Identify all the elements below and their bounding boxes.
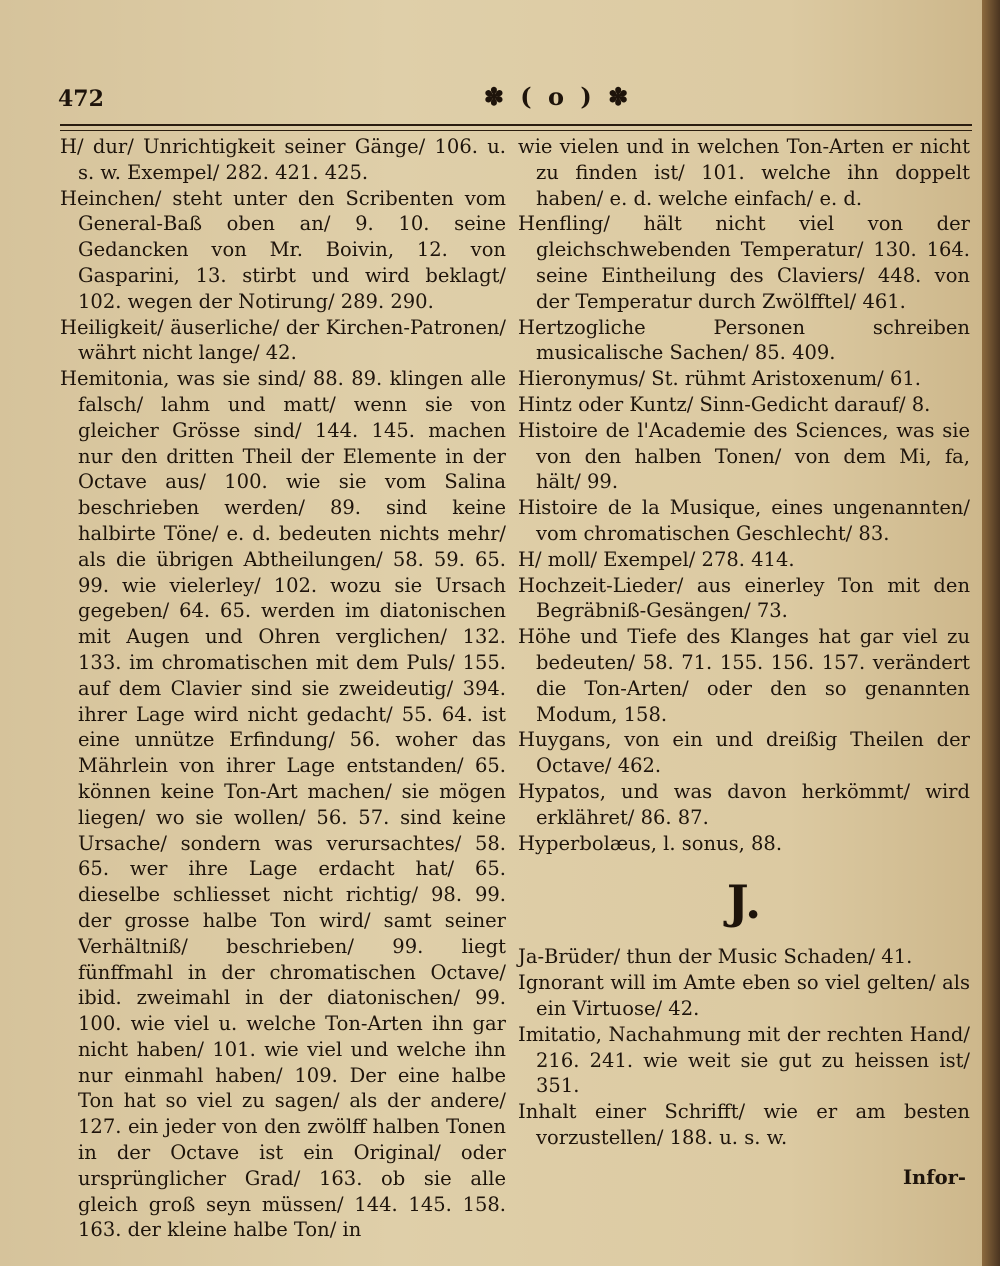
index-entry: H/ moll/ Exempel/ 278. 414. (518, 547, 795, 571)
index-entry: Hypatos, und was davon herkömmt/ wird erklähret/ 86. 87. (518, 779, 970, 829)
index-entry: Höhe und Tiefe des Klanges hat gar viel zu bedeuten/ 58. 71. 155. 156. 157. verändert die Ton-Arten/ oder den so genannten Modum, 158. (518, 625, 970, 726)
section-letter: J. (726, 875, 762, 930)
right-column (518, 134, 970, 1190)
catchword: Infor- (902, 1165, 966, 1189)
index-entry: Ignorant will im Amte eben so viel gelten/ als ein Virtuose/ 42. (518, 971, 970, 1020)
page-edge (982, 0, 1000, 1266)
header-ornament: ✽ ( o ) ✽ (483, 82, 633, 111)
index-entry: Heinchen/ steht unter den Scribenten vom General-Baß oben an/ 9. 10. seine Gedancken von Mr. Boivin, 12. von Gasparini, 13. stirbt und wird beklagt/ 102. wegen der Notirung/ 289. 290. (60, 186, 506, 313)
index-entry: Hintz oder Kuntz/ Sinn-Gedicht darauf/ 8. (518, 392, 931, 416)
index-entry: Henfling/ hält nicht viel von der gleichschwebenden Temperatur/ 130. 164. seine Eintheilung des Claviers/ 448. von der Temperatur durch Zwölfftel/ 461. (518, 212, 970, 313)
index-entry: Hyperbolæus, l. sonus, 88. (518, 831, 783, 855)
page-header (58, 82, 970, 116)
index-entry: Hieronymus/ St. rühmt Aristoxenum/ 61. (518, 367, 921, 391)
index-entry: Inhalt einer Schrifft/ wie er am besten vorzustellen/ 188. u. s. w. (518, 1100, 970, 1149)
index-entry: wie vielen und in welchen Ton-Arten er nicht zu finden ist/ 101. welche ihn doppelt haben/ e. d. welche einfach/ e. d. (518, 135, 970, 210)
left-column (60, 134, 506, 1243)
index-entry: Hochzeit-Lieder/ aus einerley Ton mit den Begräbniß-Gesängen/ 73. (518, 573, 970, 623)
index-entry: Ja-Brüder/ thun der Music Schaden/ 41. (518, 945, 913, 969)
index-entry: Histoire de l'Academie des Sciences, was sie von den halben Tonen/ von dem Mi, fa, hält/ 99. (518, 418, 970, 494)
index-entry: Histoire de la Musique, eines ungenannten/ vom chromatischen Geschlecht/ 83. (518, 496, 970, 545)
index-entry: Heiligkeit/ äuserliche/ der Kirchen-Patronen/ währt nicht lange/ 42. (60, 315, 506, 365)
index-entry: Hemitonia, was sie sind/ 88. 89. klingen alle falsch/ lahm und matt/ wenn sie von gleicher Grösse sind/ 144. 145. machen nur den dritten Theil der Elemente in der Octave aus/ 100. wie sie vom Salina beschrieben werden/ 89. sind keine halbirte Töne/ e. d. bedeuten nichts mehr/ als die übrigen Abtheilungen/ 58. 59. 65. 99. wie vielerley/ 102. wozu sie Ursach gegeben/ 64. 65. werden im diatonischen mit Augen und Ohren verglichen/ 132. 133. im chromatischen mit dem Puls/ 155. auf dem Clavier sind sie zweideutig/ 394. ihrer Lage wird nicht gedacht/ 55. 64. ist eine unnütze Erfindung/ 56. woher das Mährlein von ihrer Lage entstanden/ 65. können keine Ton-Art machen/ sie mögen liegen/ wo sie wollen/ 56. 57. sind keine Ursache/ sondern was verursachtes/ 58. 65. wer ihre Lage erdacht hat/ 65. dieselbe schliesset nicht richtig/ 98. 99. der grosse halbe Ton wird/ samt seiner Verhältniß/ beschrieben/ 99. liegt fünffmahl in der chromatischen Octave/ ibid. zweimahl in der diatonischen/ 99. 100. wie viel u. welche Ton-Arten ihn gar nicht haben/ 101. wie viel und welche ihn nur einmahl haben/ 109. Der eine halbe Ton hat so viel zu sagen/ als der andere/ 127. ein jeder von den zwölff halben Tonen in der Octave ist ein Original/ oder ursprünglicher Grad/ 163. ob sie alle gleich groß seyn müssen/ 144. 145. 158. 163. der kleine halbe Ton/ in (60, 367, 506, 1242)
index-entry: Huygans, von ein und dreißig Theilen der Octave/ 462. (518, 728, 970, 778)
page-number: 472 (58, 86, 104, 112)
index-entry: Hertzogliche Personen schreiben musicalische Sachen/ 85. 409. (518, 315, 970, 365)
header-rule (60, 124, 972, 131)
index-entry: Imitatio, Nachahmung mit der rechten Hand/ 216. 241. wie weit sie gut zu heissen ist/ 351. (518, 1022, 970, 1098)
index-entry: H/ dur/ Unrichtigkeit seiner Gänge/ 106. u. s. w. Exempel/ 282. 421. 425. (60, 135, 506, 184)
